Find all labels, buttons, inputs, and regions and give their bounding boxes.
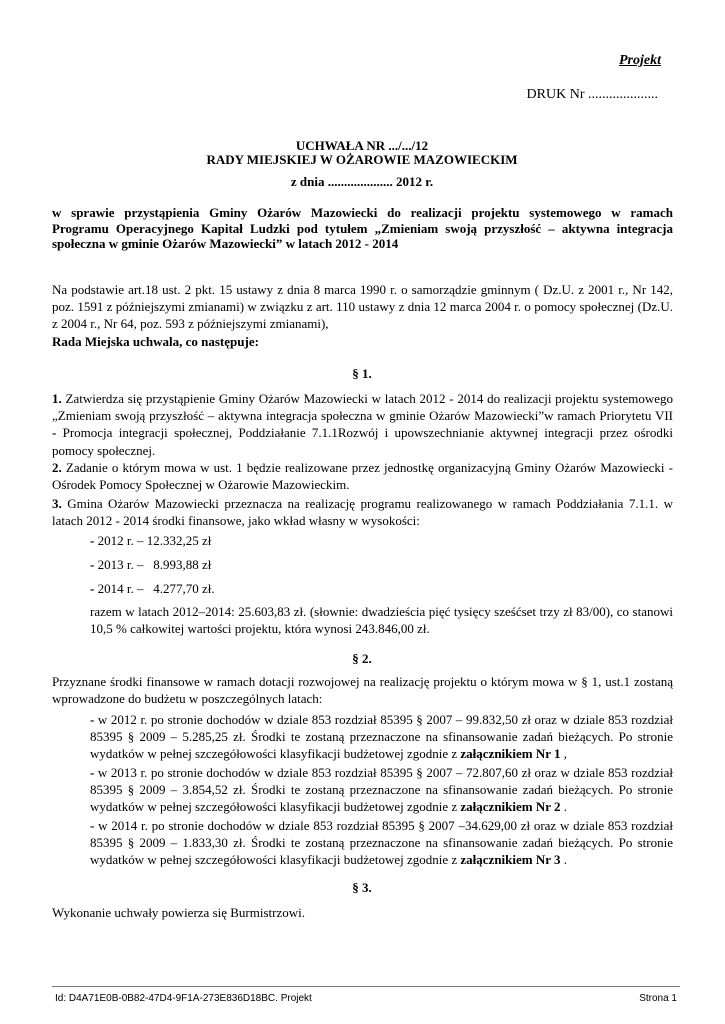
paragraph-text: Gmina Ożarów Mazowiecki przeznacza na realizację programu realizowanego w ramach Poddziałania 7.1.1. w latach 2012 - 2014 środki finansowe, jako wkład własny w wysokości: — [52, 496, 674, 529]
budget-item — [90, 817, 673, 869]
budget-item — [90, 764, 673, 816]
projekt-label: Projekt — [619, 53, 661, 68]
section-2-intro: Przyznane środki finansowe w ramach dotacji rozwojowej na realizację projektu o którym mowa w § 1, ust.1 zostaną wprowadzone do budżetu w poszczególnych latach: — [52, 674, 673, 707]
contribution-item — [90, 580, 673, 597]
contribution-total: razem w latach 2012–2014: 25.603,83 zł. (słownie: dwadzieścia pięć tysięcy sześćset trzy zł 83/00), co stanowi 10,5 % całkowitej wartości projektu, która wynosi 243.846,00 zł. — [90, 604, 673, 637]
budget-item — [90, 711, 673, 763]
section-3-heading: § 3. — [352, 880, 372, 895]
item-text: w 2012 r. po stronie dochodów w dziale 853 rozdział 85395 § 2007 – 99.832,50 zł oraz w dziale 853 rozdział 85395 § 2009 – 5.285,25 zł. Środki te zostaną przeznaczone na sfinansowanie zadań bieżących. Po stronie wydatków w pełnej szczegółowości klasyfikacji budżetowej zgodnie z — [90, 712, 673, 762]
item-dash: - — [90, 557, 98, 572]
item-dash: - — [90, 818, 99, 833]
subject-line: Programu Operacyjnego Kapitał Ludzki pod tytułem „Zmieniam swoją przyszłość – aktywna integracja — [52, 220, 673, 236]
page-number: Strona 1 — [639, 993, 677, 1004]
footer-divider — [52, 986, 680, 987]
subject-line: w sprawie przystąpienia Gminy Ożarów Mazowiecki do realizacji projektu systemowego w ramach — [52, 205, 673, 220]
item-dash: - — [90, 581, 98, 596]
item-dash: - — [90, 533, 98, 548]
legal-basis: Na podstawie art.18 ust. 2 pkt. 15 ustawy z dnia 8 marca 1990 r. o samorządzie gminnym ( Dz.U. z 2001 r., Nr 142, poz. 1591 z późniejszymi zmianami) w związku z art. 110 ustawy z dnia 12 marca 2004 r. o pomocy społecznej (Dz.U. z 2004 r., Nr 64, poz. 593 z późniejszymi zmianami), — [52, 282, 673, 332]
section-1-heading: § 1. — [352, 366, 372, 381]
item-dash: - — [90, 712, 98, 727]
section-1-paragraph-2 — [52, 459, 673, 493]
item-tail: . — [560, 799, 568, 815]
paragraph-number: 3. — [52, 496, 62, 511]
item-text: w 2014 r. po stronie dochodów w dziale 853 rozdział 85395 § 2007 –34.629,00 zł oraz w dziale 853 rozdział 85395 § 2009 – 1.833,30 zł. Środki te zostaną przeznaczone na sfinansowanie zadań bieżących. Po stronie wydatków w pełnej szczegółowości klasyfikacji budżetowej zgodnie z — [90, 818, 673, 868]
document-id: Id: D4A71E0B-0B82-47D4-9F1A-273E836D18BC. Projekt — [55, 993, 312, 1004]
resolution-subject — [52, 205, 673, 252]
section-3-text: Wykonanie uchwały powierza się Burmistrzowi. — [52, 905, 306, 920]
item-text: 2014 r. – 4.277,70 zł. — [97, 581, 215, 596]
item-text: 2012 r. – 12.332,25 zł — [97, 533, 212, 548]
item-text: w 2013 r. po stronie dochodów w dziale 853 rozdział 85395 § 2007 – 72.807,60 zł oraz w dziale 853 rozdział 85395 § 2009 – 3.854,52 zł. Środki te zostaną przeznaczone na sfinansowanie zadań bieżących. Po stronie wydatków w pełnej szczegółowości klasyfikacji budżetowej zgodnie z — [90, 765, 673, 815]
attachment-reference: załącznikiem Nr 3 — [460, 852, 561, 868]
section-2-heading: § 2. — [352, 651, 372, 666]
section-1-paragraph-3 — [52, 495, 673, 529]
resolution-number: UCHWAŁA NR .../.../12 — [295, 138, 429, 153]
druk-number: DRUK Nr .................... — [526, 87, 658, 102]
paragraph-number: 1. — [52, 391, 62, 406]
attachment-reference: załącznikiem Nr 2 — [460, 799, 561, 815]
paragraph-dash: - — [52, 425, 63, 441]
section-1-paragraph-1 — [52, 390, 673, 459]
item-text: 2013 r. – 8.993,88 zł — [97, 557, 212, 572]
subject-line: społeczna w gminie Ożarów Mazowiecki” w latach 2012 - 2014 — [52, 236, 399, 252]
contribution-item — [90, 556, 673, 573]
contribution-item — [90, 532, 673, 549]
item-tail: , — [560, 746, 568, 762]
paragraph-text: Zatwierdza się przystąpienie Gminy Ożarów Mazowiecki w latach 2012 - 2014 do realizacji projektu systemowego „Zmieniam swoją przyszłość – aktywna integracja społeczna w gminie Ożarów Mazowiecki”w ramach Priorytetu VII — [52, 391, 674, 424]
resolution-date: z dnia .................... 2012 r. — [290, 174, 434, 189]
item-tail: . — [560, 852, 568, 868]
attachment-reference: załącznikiem Nr 1 — [460, 746, 561, 762]
paragraph-number: 2. — [52, 460, 62, 475]
paragraph-text: Promocja integracji społecznej, Poddziałanie 7.1.1Rozwój i upowszechnianie aktywnej integracji przez ośrodki pomocy społecznej. — [52, 425, 673, 458]
resolves-statement: Rada Miejska uchwala, co następuje: — [52, 334, 259, 349]
council-name: RADY MIEJSKIEJ W OŻAROWIE MAZOWIECKIM — [206, 152, 518, 167]
paragraph-text: Zadanie o którym mowa w ust. 1 będzie realizowane przez jednostkę organizacyjną Gminy Ożarów Mazowiecki - Ośrodek Pomocy Społecznej w Ożarowie Mazowieckim. — [52, 460, 673, 493]
item-dash: - — [90, 765, 98, 780]
